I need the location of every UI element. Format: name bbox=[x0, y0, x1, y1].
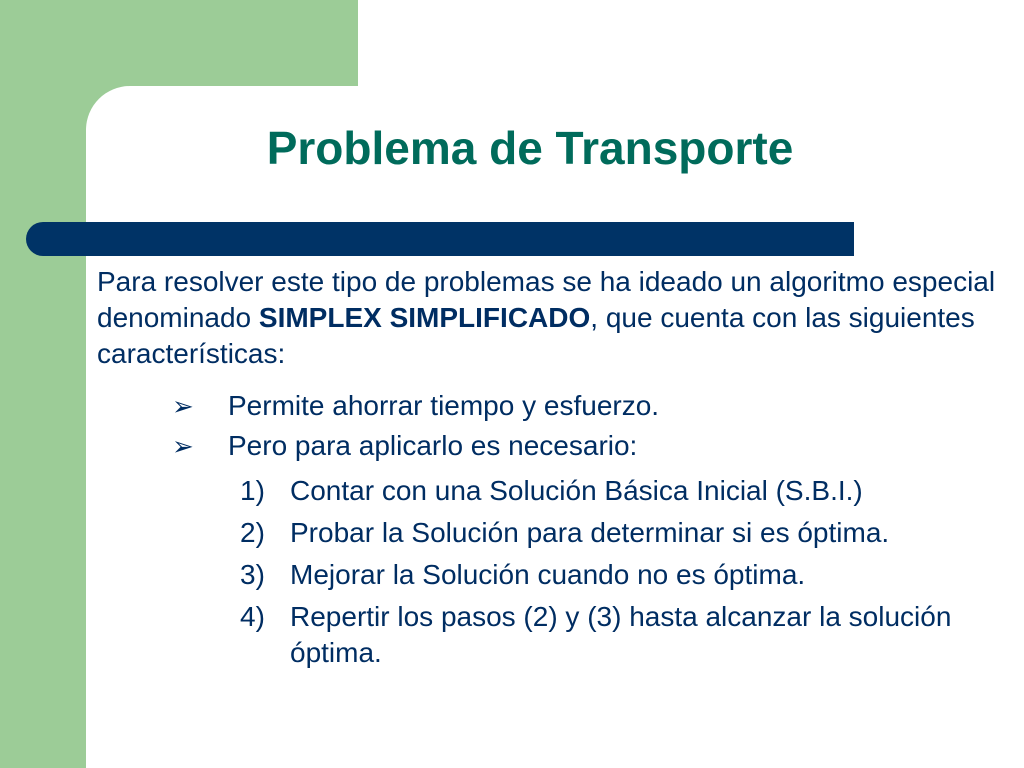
step-text: Mejorar la Solución cuando no es óptima. bbox=[290, 559, 806, 590]
slide-title: Problema de Transporte bbox=[266, 122, 794, 174]
steps-list bbox=[97, 470, 1007, 671]
step-text: Repertir los pasos (2) y (3) hasta alcanzar la solución óptima. bbox=[290, 601, 952, 668]
step-number: 3) bbox=[240, 559, 265, 590]
bullet-text: Pero para aplicarlo es necesario: bbox=[228, 430, 638, 461]
intro-paragraph bbox=[97, 264, 1007, 372]
arrow-bullet-icon: ➢ bbox=[172, 431, 194, 461]
step-text: Probar la Solución para determinar si es óptima. bbox=[290, 517, 890, 548]
step-number: 2) bbox=[240, 517, 265, 548]
arrow-bullet-icon: ➢ bbox=[172, 391, 194, 421]
bullet-item bbox=[97, 426, 1007, 466]
intro-text-end: , que cuenta con las siguientes características: bbox=[97, 302, 975, 369]
step-item bbox=[97, 512, 1007, 554]
step-text: Contar con una Solución Básica Inicial (S.B.I.) bbox=[290, 475, 863, 506]
intro-text-start: Para resolver este tipo de problemas se ha ideado un algoritmo especial denominado bbox=[97, 266, 996, 333]
bullet-list bbox=[97, 386, 1007, 466]
intro-emphasis: SIMPLEX SIMPLIFICADO bbox=[258, 302, 591, 333]
slide-body bbox=[97, 264, 1007, 671]
bullet-text: Permite ahorrar tiempo y esfuerzo. bbox=[228, 390, 660, 421]
title-divider-bar bbox=[26, 222, 854, 256]
step-item bbox=[97, 470, 1007, 512]
step-number: 4) bbox=[240, 601, 265, 632]
step-item bbox=[97, 554, 1007, 596]
bullet-item bbox=[97, 386, 1007, 426]
step-item bbox=[97, 596, 1007, 671]
step-number: 1) bbox=[240, 475, 265, 506]
